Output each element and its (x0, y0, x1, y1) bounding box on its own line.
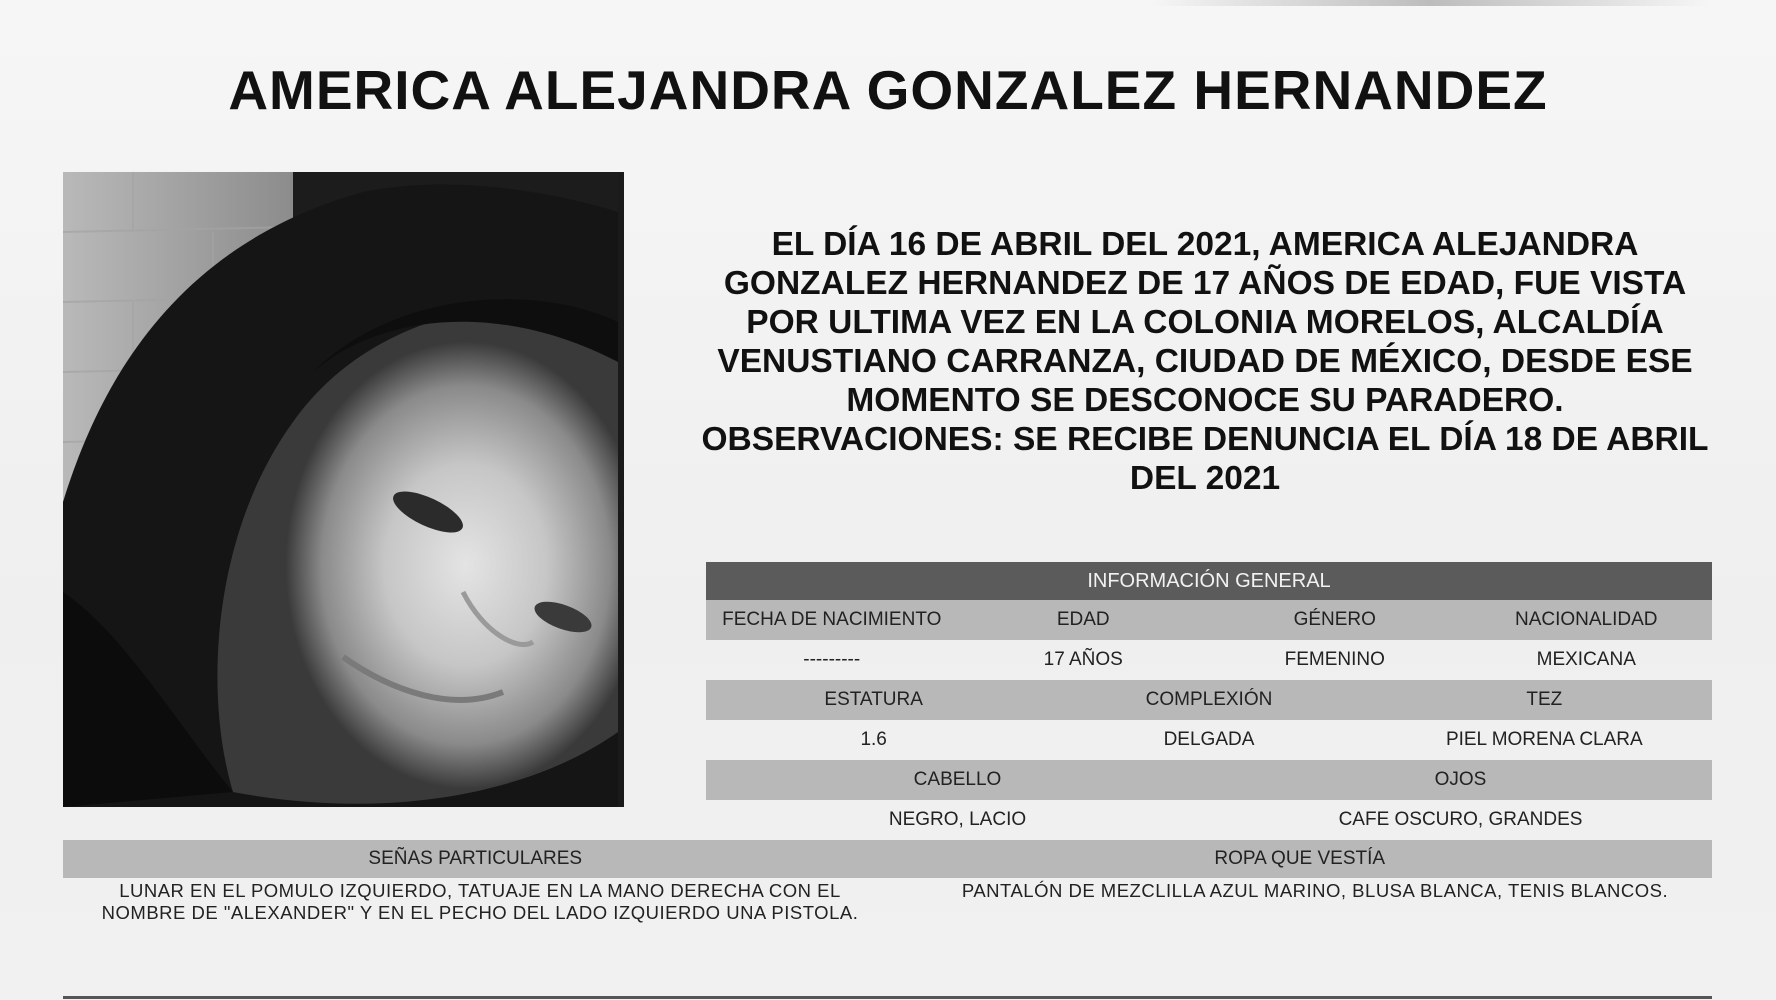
distinguishing-marks-line-1: LUNAR EN EL POMULO IZQUIERDO, TATUAJE EN LA MANO DERECHA CON EL (119, 880, 841, 901)
value-height: 1.6 (860, 729, 887, 750)
label-nationality: NACIONALIDAD (1514, 609, 1658, 630)
value-build: DELGADA (1163, 729, 1255, 750)
label-birth-date: FECHA DE NACIMIENTO (722, 609, 942, 630)
page-title: AMERICA ALEJANDRA GONZALEZ HERNANDEZ (228, 59, 1548, 121)
info-values-row-2 (706, 720, 1712, 760)
bottom-divider (63, 996, 1712, 999)
distinguishing-marks-text (90, 880, 870, 924)
value-age: 17 AÑOS (1043, 649, 1123, 670)
label-age: EDAD (1056, 609, 1110, 630)
photo-illustration (63, 172, 618, 807)
label-eyes: OJOS (1434, 769, 1487, 790)
value-eyes: CAFE OSCURO, GRANDES (1338, 809, 1583, 830)
label-hair: CABELLO (913, 769, 1002, 790)
person-photo (63, 172, 624, 807)
value-complexion: PIEL MORENA CLARA (1445, 729, 1643, 750)
top-edge-fade (1150, 0, 1710, 6)
label-gender: GÉNERO (1293, 609, 1376, 630)
distinguishing-marks-line-2: NOMBRE DE "ALEXANDER" Y EN EL PECHO DEL LADO IZQUIERDO UNA PISTOLA. (101, 902, 859, 923)
bottom-labels-bar (63, 840, 1712, 878)
value-hair: NEGRO, LACIO (888, 809, 1027, 830)
label-complexion: TEZ (1526, 689, 1563, 710)
info-labels-row-3 (706, 760, 1712, 800)
info-labels-row-1 (706, 600, 1712, 640)
label-distinguishing-marks: SEÑAS PARTICULARES (368, 848, 583, 869)
label-height: ESTATURA (824, 689, 923, 710)
info-values-row-1 (706, 640, 1712, 680)
value-gender: FEMENINO (1284, 649, 1385, 670)
value-birth-date: --------- (803, 649, 861, 670)
value-nationality: MEXICANA (1536, 649, 1636, 670)
info-labels-row-2 (706, 680, 1712, 720)
clothing-text: PANTALÓN DE MEZCLILLA AZUL MARINO, BLUSA BLANCA, TENIS BLANCOS. (961, 880, 1669, 901)
label-build: COMPLEXIÓN (1145, 689, 1273, 710)
general-info-header: INFORMACIÓN GENERAL (706, 562, 1712, 600)
label-clothing: ROPA QUE VESTÍA (1214, 848, 1386, 869)
general-info-table (706, 562, 1712, 840)
disappearance-description: EL DÍA 16 DE ABRIL DEL 2021, AMERICA ALEJANDRA GONZALEZ HERNANDEZ DE 17 AÑOS DE EDAD, FUE VISTA POR ULTIMA VEZ EN LA COLONIA MORELOS, ALCALDÍA VENUSTIANO CARRANZA, CIUDAD DE MÉXICO, DESDE ESE MOMENTO SE DESCONOCE SU PARADERO. OBSERVACIONES: SE RECIBE DENUNCIA EL DÍA 18 DE ABRIL DEL 2021 (701, 226, 1709, 497)
info-values-row-3 (706, 800, 1712, 840)
